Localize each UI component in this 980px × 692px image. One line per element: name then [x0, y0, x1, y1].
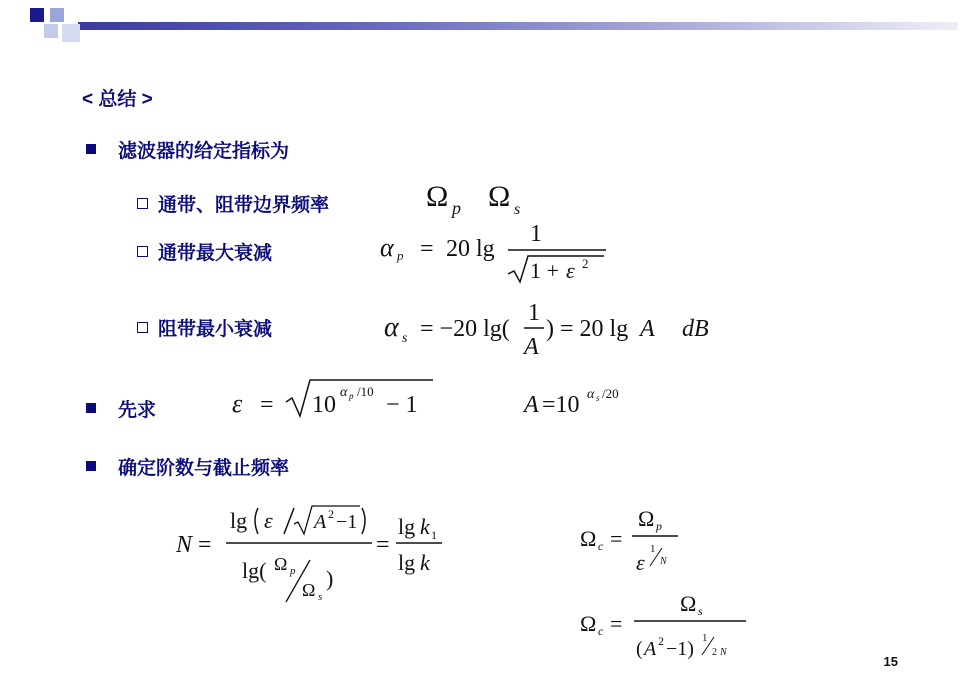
svg-text:N: N	[720, 647, 727, 658]
svg-text:) = 20 lg: ) = 20 lg	[546, 316, 629, 342]
svg-text:p: p	[397, 248, 404, 263]
svg-text:Ω: Ω	[488, 180, 511, 213]
svg-text:Ω: Ω	[426, 180, 449, 213]
header-square-decoration	[62, 24, 80, 42]
svg-text:α: α	[340, 385, 348, 400]
svg-text:2: 2	[658, 634, 664, 648]
bullet-square	[86, 461, 96, 471]
svg-text:/10: /10	[357, 384, 374, 399]
svg-text:1: 1	[650, 543, 656, 555]
svg-text:10: 10	[312, 392, 336, 418]
svg-text:c: c	[598, 624, 604, 638]
svg-text:A: A	[524, 392, 539, 418]
svg-text:1: 1	[530, 221, 542, 247]
header-bar	[78, 22, 958, 30]
bullet-hollow-square	[137, 246, 148, 257]
svg-text:p: p	[656, 519, 662, 533]
svg-text:ε: ε	[232, 389, 243, 418]
svg-text:α: α	[587, 387, 595, 402]
svg-text:s: s	[402, 331, 408, 346]
bullet-square	[86, 403, 96, 413]
svg-text:=10: =10	[542, 392, 580, 418]
svg-text:Ω: Ω	[580, 526, 597, 551]
formula-epsilon	[228, 372, 448, 424]
formula-alpha-p	[380, 216, 620, 288]
svg-text:=: =	[198, 532, 212, 558]
bullet-square	[86, 144, 96, 154]
svg-text:Ω: Ω	[274, 554, 288, 574]
page-number: 15	[883, 654, 898, 669]
svg-text:N: N	[176, 532, 193, 558]
svg-text:lg: lg	[398, 550, 416, 575]
svg-text:/20: /20	[602, 386, 619, 401]
header-square-decoration	[44, 24, 58, 38]
svg-text:c: c	[598, 539, 604, 553]
bullet-hollow-square	[137, 322, 148, 333]
svg-text:Ω: Ω	[638, 506, 655, 531]
svg-text:N: N	[660, 556, 667, 567]
svg-text:=: =	[420, 236, 434, 262]
svg-text:lg(: lg(	[242, 558, 267, 583]
item-first-compute: 先求	[118, 400, 157, 421]
svg-text:2: 2	[712, 647, 717, 658]
svg-text:k: k	[420, 514, 430, 539]
svg-text:2: 2	[328, 507, 334, 521]
svg-text:−1): −1)	[666, 638, 694, 660]
svg-text:A: A	[644, 638, 657, 660]
svg-text:=: =	[610, 611, 623, 636]
svg-text:p: p	[290, 565, 296, 577]
formula-order-N	[176, 490, 456, 610]
svg-text:α: α	[384, 312, 399, 343]
summary-heading: < 总结 >	[82, 89, 153, 110]
svg-text:Ω: Ω	[680, 591, 697, 616]
svg-text:s: s	[596, 393, 600, 403]
item-filter-specs: 滤波器的给定指标为	[118, 141, 290, 162]
svg-text:= −20 lg(: = −20 lg(	[420, 316, 510, 342]
svg-text:ε: ε	[264, 508, 273, 533]
formula-cutoff-passband	[580, 500, 720, 580]
svg-text:α: α	[380, 233, 394, 262]
svg-text:1: 1	[702, 632, 708, 644]
header-square-decoration	[30, 8, 44, 22]
svg-text:20 lg: 20 lg	[446, 236, 495, 262]
svg-text:(: (	[636, 638, 643, 660]
item-order-cutoff: 确定阶数与截止频率	[118, 458, 290, 479]
svg-text:− 1: − 1	[386, 392, 418, 418]
svg-text:lg: lg	[398, 514, 416, 539]
svg-text:p: p	[452, 198, 461, 218]
svg-text:=: =	[260, 392, 274, 418]
header-square-decoration	[50, 8, 64, 22]
svg-text:=: =	[610, 526, 623, 551]
formula-alpha-s	[380, 290, 740, 370]
formula-cutoff-stopband	[580, 585, 760, 665]
svg-text:lg: lg	[230, 508, 248, 533]
subitem-edge-frequencies: 通带、阻带边界频率	[158, 195, 330, 216]
svg-text:p: p	[349, 391, 354, 401]
svg-text:=: =	[376, 532, 390, 558]
subitem-passband-attenuation: 通带最大衰减	[158, 243, 273, 264]
svg-text:Ω: Ω	[580, 611, 597, 636]
svg-text:s: s	[514, 201, 521, 218]
svg-text:Ω: Ω	[302, 580, 316, 600]
bullet-hollow-square	[137, 198, 148, 209]
svg-text:2: 2	[582, 256, 589, 271]
svg-text:1 +: 1 +	[530, 258, 559, 283]
svg-text:−1: −1	[336, 511, 358, 533]
svg-text:k: k	[420, 550, 430, 575]
svg-text:s: s	[698, 604, 703, 618]
svg-text:A: A	[314, 511, 327, 533]
formula-A	[520, 372, 660, 424]
formula-edge-frequencies	[420, 176, 560, 220]
svg-text:A: A	[640, 316, 655, 342]
svg-text:1: 1	[431, 528, 437, 542]
svg-text:): )	[326, 566, 334, 591]
subitem-stopband-attenuation: 阻带最小衰减	[158, 319, 273, 340]
svg-text:1: 1	[528, 300, 540, 326]
svg-text:dB: dB	[682, 316, 709, 342]
svg-text:A: A	[524, 334, 539, 360]
svg-text:ε: ε	[636, 550, 645, 575]
svg-text:ε: ε	[566, 258, 575, 283]
svg-text:s: s	[318, 591, 323, 603]
